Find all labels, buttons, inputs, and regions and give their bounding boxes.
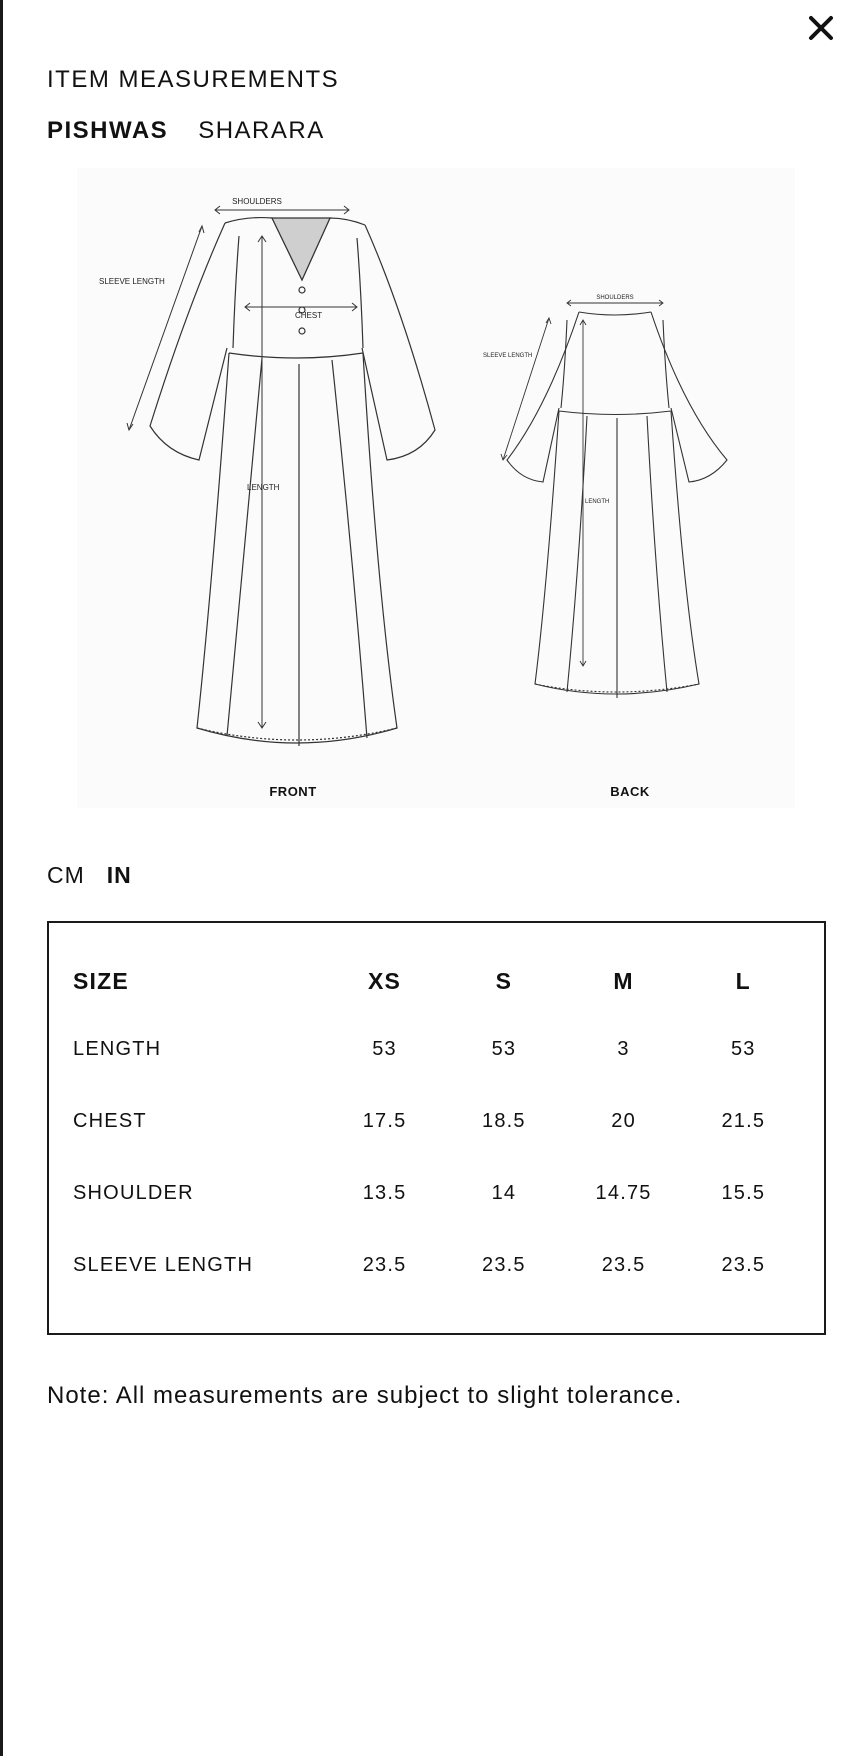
front-shoulders-label: SHOULDERS [232, 197, 282, 206]
table-cell: 18.5 [482, 1109, 526, 1132]
row-label-length: LENGTH [73, 1037, 162, 1060]
table-cell: 53 [491, 1037, 517, 1060]
size-m-header: M [613, 967, 634, 994]
table-cell: 14 [491, 1181, 517, 1204]
size-l-header: L [735, 967, 751, 994]
table-row [73, 1085, 803, 1157]
size-table [73, 959, 803, 1301]
table-cell: 20 [611, 1109, 636, 1132]
unit-cm-option[interactable]: CM [47, 862, 85, 888]
table-cell: 53 [730, 1037, 756, 1060]
table-cell: 13.5 [362, 1181, 407, 1204]
table-cell: 23.5 [601, 1253, 646, 1276]
front-chest-label: CHEST [295, 311, 323, 320]
back-sleeve-length-label: SLEEVE LENGTH [483, 353, 533, 359]
table-cell: 23.5 [721, 1253, 766, 1276]
back-length-label: LENGTH [585, 499, 610, 505]
size-xs-header: XS [368, 967, 402, 994]
front-view-label: FRONT [269, 784, 317, 799]
tab-sharara[interactable]: SHARARA [198, 117, 325, 144]
size-header-label: SIZE [73, 967, 129, 994]
page-title: ITEM MEASUREMENTS [47, 66, 340, 93]
table-cell: 23.5 [362, 1253, 407, 1276]
row-label-sleeve-length: SLEEVE LENGTH [73, 1253, 254, 1276]
front-length-label: LENGTH [247, 483, 280, 492]
table-cell: 17.5 [362, 1109, 407, 1132]
table-cell: 15.5 [721, 1181, 766, 1204]
size-chart [47, 921, 826, 1335]
row-label-shoulder: SHOULDER [73, 1181, 194, 1204]
back-shoulders-label: SHOULDERS [596, 295, 634, 301]
table-cell: 23.5 [482, 1253, 526, 1276]
table-cell: 53 [372, 1037, 397, 1060]
unit-in-option[interactable]: IN [106, 862, 132, 888]
back-view-label: BACK [610, 784, 650, 799]
tab-pishwas[interactable]: PISHWAS [47, 117, 169, 144]
unit-toggle [47, 862, 132, 889]
size-s-header: S [495, 967, 513, 994]
product-tabs [47, 117, 325, 145]
table-cell: 21.5 [721, 1109, 766, 1132]
table-row [73, 1229, 803, 1301]
close-icon [807, 14, 835, 42]
size-header-row [73, 959, 803, 1013]
row-label-chest: CHEST [73, 1109, 147, 1132]
table-cell: 3 [617, 1037, 630, 1060]
front-sleeve-length-label: SLEEVE LENGTH [99, 277, 165, 286]
close-button[interactable] [803, 10, 839, 46]
garment-sketch [47, 168, 825, 808]
table-row [73, 1013, 803, 1085]
table-cell: 14.75 [595, 1181, 652, 1204]
table-row [73, 1157, 803, 1229]
tolerance-note: Note: All measurements are subject to slight tolerance. [47, 1382, 683, 1409]
garment-diagram [47, 168, 825, 808]
